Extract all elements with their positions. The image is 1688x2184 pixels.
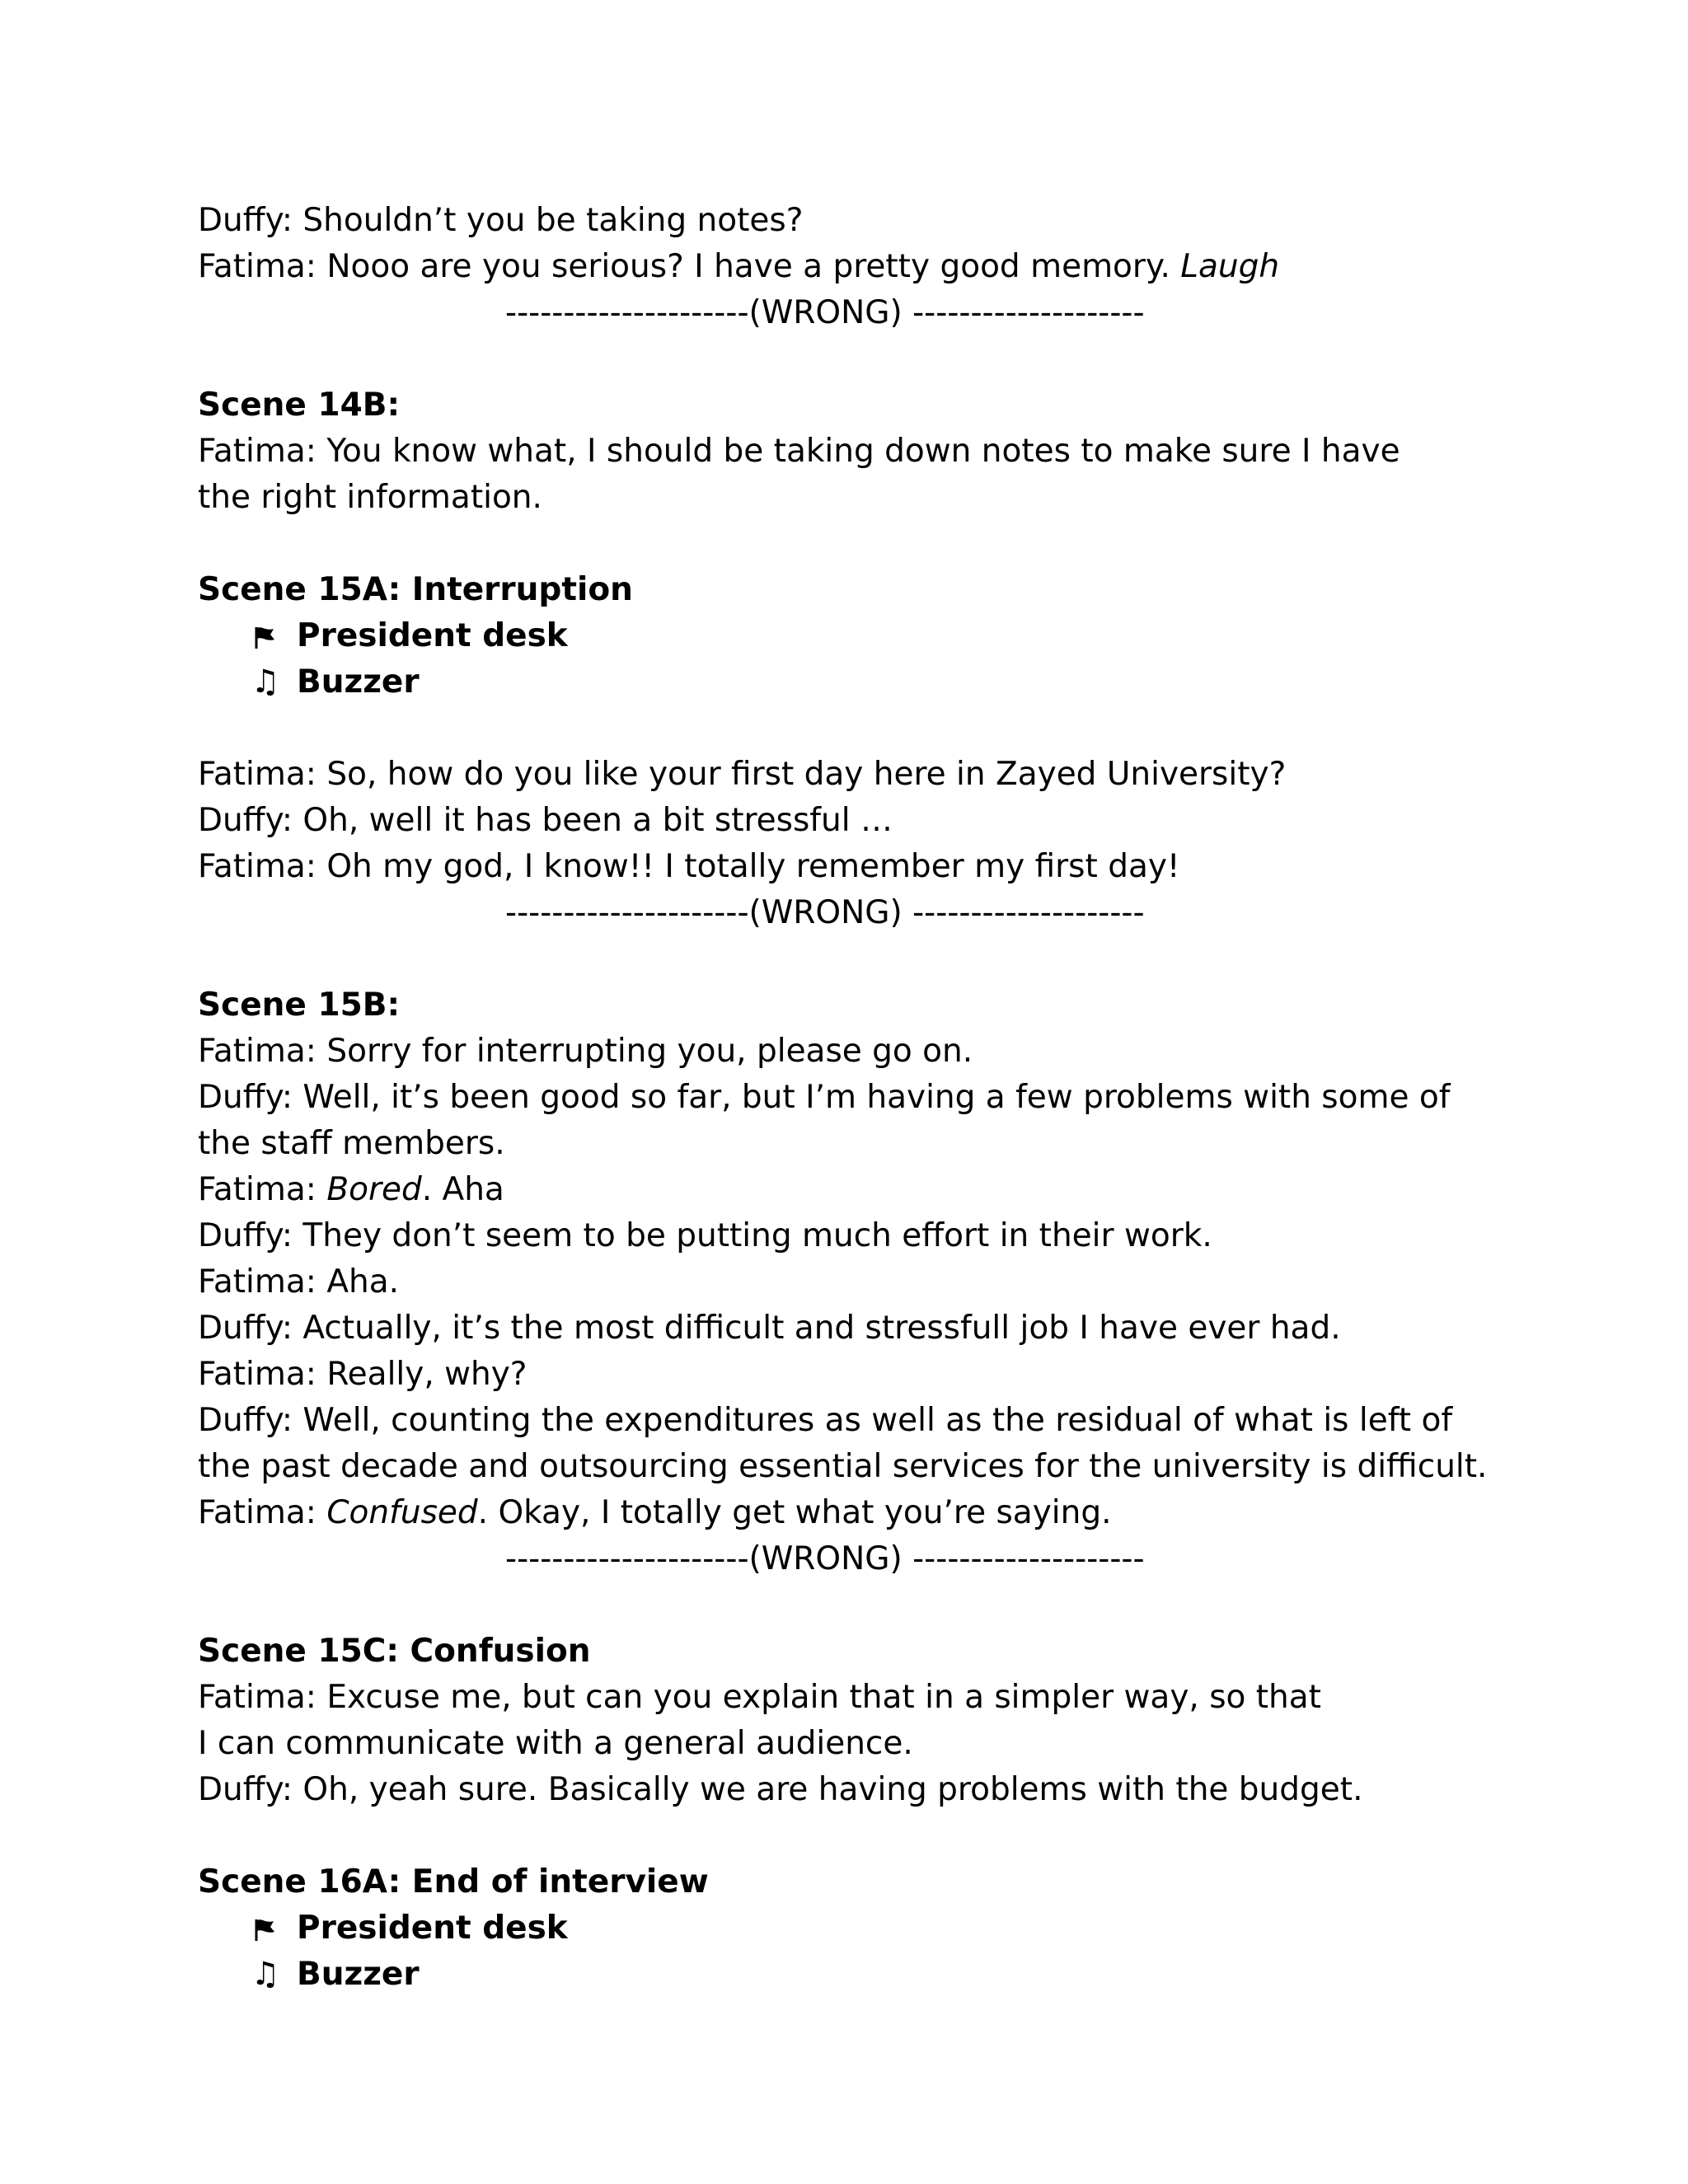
speaker: Duffy:: [198, 1310, 293, 1347]
dialogue-text: Aha.: [326, 1263, 400, 1301]
speaker: Fatima:: [198, 1679, 316, 1716]
dialogue-line: [198, 1675, 1335, 1767]
prop-list: [198, 613, 1500, 705]
dialogue-line: [198, 429, 1459, 521]
speaker: Duffy:: [198, 1402, 293, 1439]
dialogue-line: [198, 198, 1500, 244]
stage-direction: Bored: [326, 1171, 422, 1208]
speaker: Fatima:: [198, 1263, 316, 1301]
scene-heading: Scene 14B:: [198, 387, 401, 424]
speaker: Fatima:: [198, 1356, 316, 1393]
dialogue-line: [198, 244, 1500, 290]
dialogue-line: [198, 1259, 1500, 1305]
scene-heading: Scene 15B:: [198, 987, 401, 1024]
stage-direction: Laugh: [1180, 248, 1280, 285]
dialogue-line: [198, 1352, 1500, 1398]
scene-heading: Scene 16A: End of interview: [198, 1863, 709, 1900]
dialogue-line: [198, 752, 1500, 798]
scene-heading: Scene 15C: Confusion: [198, 1633, 591, 1670]
speaker: Duffy:: [198, 1217, 293, 1254]
prop-list: [198, 1905, 1500, 1998]
flag-icon: [249, 613, 282, 659]
speaker: Fatima:: [198, 433, 316, 470]
dialogue-line: [198, 844, 1500, 890]
speaker: Fatima:: [198, 756, 316, 793]
speaker: Fatima:: [198, 248, 316, 285]
dialogue-text: They don’t seem to be putting much effort in their work.: [302, 1217, 1212, 1254]
prop-label: Buzzer: [297, 663, 420, 701]
dialogue-text: Oh, well it has been a bit stressful …: [302, 802, 893, 839]
dialogue-text: Shouldn’t you be taking notes?: [302, 202, 804, 239]
dialogue-text: Actually, it’s the most difficult and stressfull job I have ever had.: [302, 1310, 1341, 1347]
wrong-divider: ---------------------(WRONG) --------------------: [505, 894, 1145, 931]
prop-item: [198, 659, 1500, 705]
dialogue-text: So, how do you like your first day here in Zayed University?: [326, 756, 1287, 793]
speaker: Duffy:: [198, 1771, 293, 1808]
prop-item: [198, 1905, 1500, 1952]
dialogue-text: . Aha: [421, 1171, 504, 1208]
speaker: Duffy:: [198, 802, 293, 839]
dialogue-text: . Okay, I totally get what you’re saying.: [477, 1494, 1112, 1531]
prop-label: President desk: [297, 617, 568, 654]
dialogue-text: Oh my god, I know!! I totally remember my first day!: [326, 848, 1180, 885]
dialogue-line: [198, 1398, 1496, 1490]
wrong-divider: ---------------------(WRONG) --------------------: [505, 294, 1145, 331]
dialogue-text: Excuse me, but can you explain that in a simpler way, so that I can communicate with a general audience.: [198, 1679, 1321, 1762]
dialogue-line: [198, 1213, 1500, 1259]
speaker: Fatima:: [198, 1033, 316, 1070]
dialogue-text: Sorry for interrupting you, please go on.: [326, 1033, 973, 1070]
dialogue-line: [198, 1490, 1500, 1536]
music-note-icon: ♫: [251, 663, 280, 701]
dialogue-line: [198, 1305, 1500, 1352]
dialogue-line: [198, 798, 1500, 844]
dialogue-text: Well, it’s been good so far, but I’m having a few problems with some of the staff members.: [198, 1079, 1451, 1162]
speaker: Fatima:: [198, 848, 316, 885]
dialogue-line: [198, 1075, 1496, 1167]
prop-label: Buzzer: [297, 1956, 420, 1993]
dialogue-line: [198, 1167, 1500, 1213]
speaker: Duffy:: [198, 202, 293, 239]
dialogue-text: Well, counting the expenditures as well as the residual of what is left of the past decade and outsourcing essential services for the university is difficult.: [198, 1402, 1488, 1485]
scene-heading: Scene 15A: Interruption: [198, 571, 633, 608]
speaker: Duffy:: [198, 1079, 293, 1116]
speaker: Fatima:: [198, 1494, 316, 1531]
dialogue-text: You know what, I should be taking down notes to make sure I have the right information.: [198, 433, 1400, 516]
dialogue-text: Really, why?: [326, 1356, 528, 1393]
prop-item: [198, 1952, 1500, 1998]
prop-item: [198, 613, 1500, 659]
script-page: [198, 198, 1500, 1998]
dialogue-line: [198, 1767, 1500, 1813]
dialogue-text: Nooo are you serious? I have a pretty good memory.: [326, 248, 1170, 285]
music-note-icon: ♫: [251, 1956, 280, 1993]
stage-direction: Confused: [326, 1494, 478, 1531]
dialogue-text: Oh, yeah sure. Basically we are having problems with the budget.: [302, 1771, 1363, 1808]
wrong-divider: ---------------------(WRONG) --------------------: [505, 1540, 1145, 1577]
speaker: Fatima:: [198, 1171, 316, 1208]
flag-icon: [249, 1905, 282, 1952]
dialogue-line: [198, 1029, 1500, 1075]
prop-label: President desk: [297, 1910, 568, 1947]
